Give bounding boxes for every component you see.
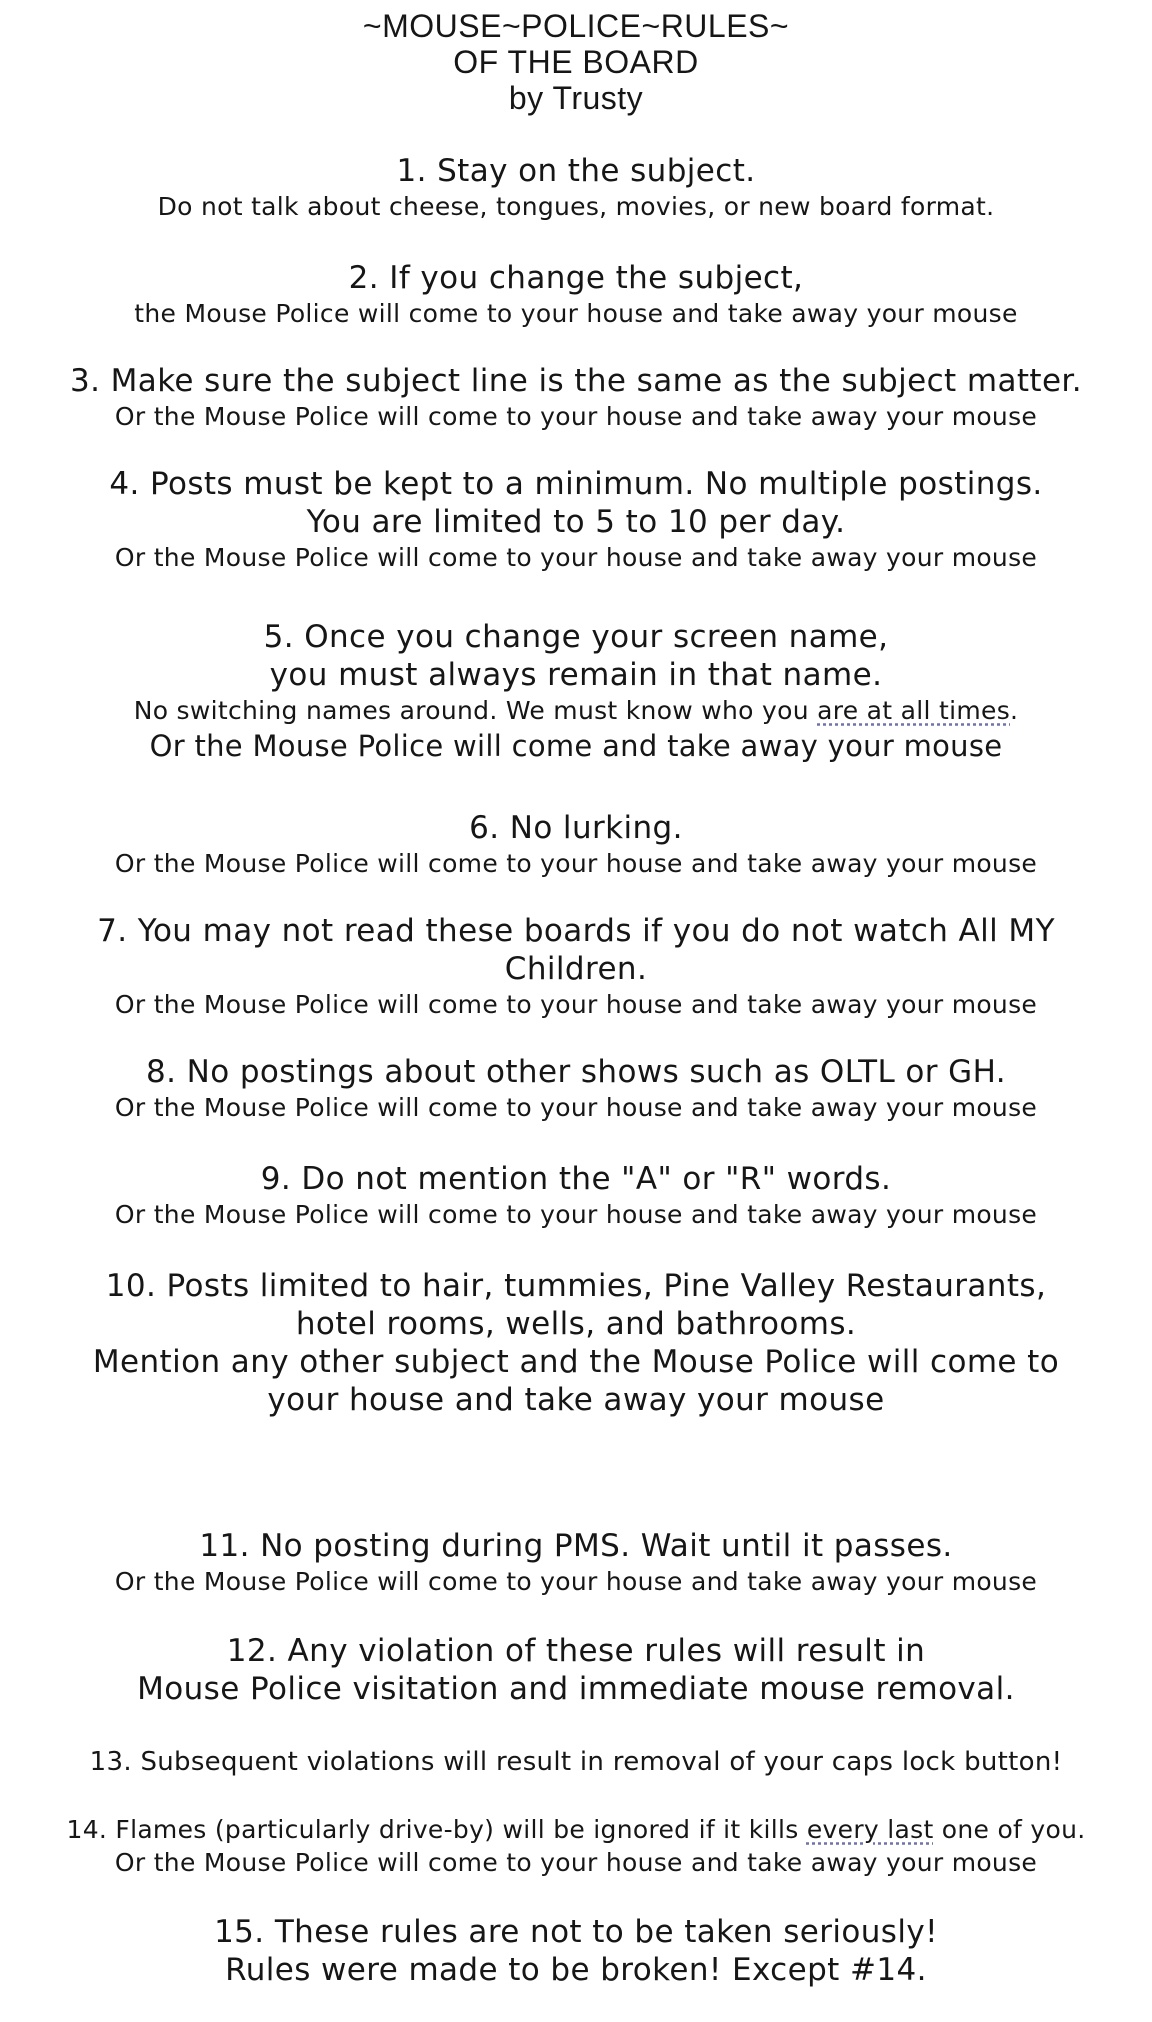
rule-10-note-line-1: Mention any other subject and the Mouse Police will come to xyxy=(92,1344,1060,1380)
rule-11 xyxy=(0,1419,1152,1598)
rule-12-text-line-1: 12. Any violation of these rules will result in xyxy=(226,1633,926,1669)
rule-5-text-line-2: you must always remain in that name. xyxy=(269,657,883,693)
rule-5-text-line-1: 5. Once you change your screen name, xyxy=(263,619,889,655)
rule-14-text-part-3: one of you. xyxy=(933,1815,1086,1844)
rule-7-text: 7. You may not read these boards if you do not watch All MY Children. xyxy=(97,913,1055,987)
rule-2 xyxy=(0,223,1152,330)
rule-4-text-line-1: 4. Posts must be kept to a minimum. No multiple postings. xyxy=(109,466,1043,502)
rule-8-note: Or the Mouse Police will come to your house and take away your mouse xyxy=(114,1093,1038,1122)
rule-15-text-line-2: Rules were made to be broken! Except #14. xyxy=(225,1952,927,1988)
rule-8-text: 8. No postings about other shows such as OLTL or GH. xyxy=(145,1054,1006,1090)
rule-5-note-part-3: . xyxy=(1010,696,1019,725)
rule-7 xyxy=(0,880,1152,1021)
rule-8 xyxy=(0,1021,1152,1124)
rule-14-flagged-phrase: every last xyxy=(806,1815,934,1844)
rule-4-note: Or the Mouse Police will come to your house and take away your mouse xyxy=(114,543,1038,572)
rule-10-note-line-2: your house and take away your mouse xyxy=(267,1382,885,1418)
rule-9 xyxy=(0,1124,1152,1231)
rule-5-note-flagged-phrase: are at all times xyxy=(817,696,1011,725)
rule-6-note: Or the Mouse Police will come to your house and take away your mouse xyxy=(114,849,1038,878)
rule-11-text: 11. No posting during PMS. Wait until it passes. xyxy=(199,1528,953,1564)
title-line-2: OF THE BOARD xyxy=(453,44,699,80)
rule-5-consequence: Or the Mouse Police will come and take away your mouse xyxy=(149,729,1003,763)
rule-6-text: 6. No lurking. xyxy=(469,810,683,846)
rule-13-text: 13. Subsequent violations will result in removal of your caps lock button! xyxy=(89,1747,1063,1777)
rule-14 xyxy=(0,1779,1152,1879)
rule-15-text-line-1: 15. These rules are not to be taken seriously! xyxy=(214,1914,938,1950)
rule-5 xyxy=(0,574,1152,765)
rule-10-text-line-1: 10. Posts limited to hair, tummies, Pine Valley Restaurants, xyxy=(105,1268,1047,1304)
rule-14-note: Or the Mouse Police will come to your house and take away your mouse xyxy=(114,1848,1038,1877)
title-line-1: ~MOUSE~POLICE~RULES~ xyxy=(362,8,790,44)
rule-2-note: the Mouse Police will come to your house and take away your mouse xyxy=(134,299,1018,328)
rule-14-text-part-1: 14. Flames (particularly drive-by) will be ignored if it kills xyxy=(66,1815,807,1844)
rule-10-text-line-2: hotel rooms, wells, and bathrooms. xyxy=(295,1306,857,1342)
rule-7-note: Or the Mouse Police will come to your house and take away your mouse xyxy=(114,990,1038,1019)
rule-15 xyxy=(0,1879,1152,1989)
rule-13 xyxy=(0,1708,1152,1779)
rule-11-note: Or the Mouse Police will come to your house and take away your mouse xyxy=(114,1567,1038,1596)
document-title xyxy=(0,0,1152,116)
rule-4 xyxy=(0,433,1152,574)
rule-3-text: 3. Make sure the subject line is the same as the subject matter. xyxy=(70,363,1082,399)
rule-12-text-line-2: Mouse Police visitation and immediate mouse removal. xyxy=(137,1671,1015,1707)
rule-1 xyxy=(0,116,1152,223)
rule-12 xyxy=(0,1598,1152,1708)
rule-6 xyxy=(0,765,1152,880)
rule-3-note: Or the Mouse Police will come to your house and take away your mouse xyxy=(114,402,1038,431)
title-line-3: by Trusty xyxy=(508,80,644,116)
rule-5-note-part-1: No switching names around. We must know who you xyxy=(133,696,818,725)
rule-9-text: 9. Do not mention the "A" or "R" words. xyxy=(260,1161,892,1197)
rule-3 xyxy=(0,330,1152,433)
rule-1-text: 1. Stay on the subject. xyxy=(396,153,756,189)
rule-1-note: Do not talk about cheese, tongues, movies, or new board format. xyxy=(157,192,995,221)
rule-10 xyxy=(0,1231,1152,1419)
rule-4-text-line-2: You are limited to 5 to 10 per day. xyxy=(306,504,846,540)
rule-5-note xyxy=(0,694,1152,727)
rule-14-text xyxy=(0,1813,1152,1846)
rule-2-text: 2. If you change the subject, xyxy=(348,260,804,296)
rule-9-note: Or the Mouse Police will come to your house and take away your mouse xyxy=(114,1200,1038,1229)
